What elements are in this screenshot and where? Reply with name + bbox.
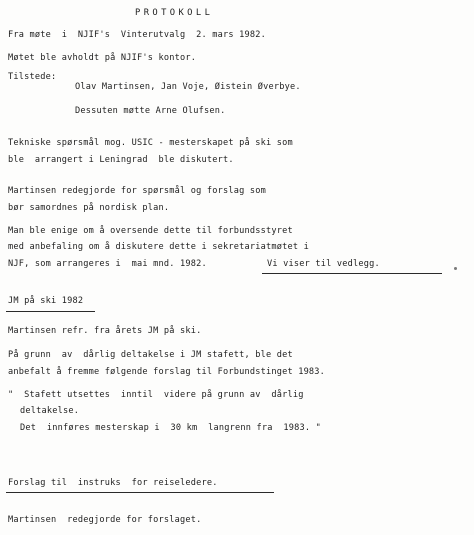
quote-line-2: deltakelse. — [20, 406, 80, 416]
section-2-underline — [6, 492, 274, 493]
quote-line-1: " Stafett utsettes inntil videre på grunn av dårlig — [8, 390, 304, 400]
paragraph-2-line-1: Martinsen redegjorde for spørsmål og forslag som — [8, 186, 266, 196]
paragraph-3-line-1: Man ble enige om å oversende dette til forbundsstyret — [8, 226, 293, 236]
paragraph-3-line-3-start: NJF, som arrangeres i mai mnd. 1982. — [8, 259, 207, 269]
section-1-underline — [6, 311, 95, 312]
paragraph-1-line-2: ble arrangert i Leningrad ble diskutert. — [8, 155, 234, 165]
attachment-underline — [262, 273, 442, 274]
section-1-line-3: anbefalt å fremme følgende forslag til Forbundstinget 1983. — [8, 367, 326, 377]
scan-speck — [454, 267, 457, 270]
quote-line-3: Det innføres mesterskap i 30 km langrenn fra 1983. " — [20, 423, 321, 433]
document-title: PROTOKOLL — [135, 8, 214, 18]
paragraph-3-line-2: med anbefaling om å diskutere dette i sekretariatmøtet i — [8, 242, 309, 252]
present-names: Olav Martinsen, Jan Voje, Øistein Øverbye. — [75, 82, 301, 92]
section-2-heading: Forslag til instruks for reiseledere. — [8, 478, 218, 488]
paragraph-1-line-1: Tekniske spørsmål mog. USIC - mesterskapet på ski som — [8, 138, 293, 148]
section-1-heading: JM på ski 1982 — [8, 296, 84, 306]
also-present-line: Dessuten møtte Arne Olufsen. — [75, 106, 226, 116]
present-label: Tilstede: — [8, 72, 57, 82]
section-2-line-1: Martinsen redegjorde for forslaget. — [8, 515, 202, 525]
attachment-reference: Vi viser til vedlegg. — [267, 259, 380, 269]
meeting-line: Fra møte i NJIF's Vinterutvalg 2. mars 1982. — [8, 30, 266, 40]
section-1-line-2: På grunn av dårlig deltakelse i JM stafett, ble det — [8, 350, 293, 360]
location-line: Møtet ble avholdt på NJIF's kontor. — [8, 53, 197, 63]
section-1-line-1: Martinsen refr. fra årets JM på ski. — [8, 326, 202, 336]
paragraph-2-line-2: bør samordnes på nordisk plan. — [8, 203, 170, 213]
